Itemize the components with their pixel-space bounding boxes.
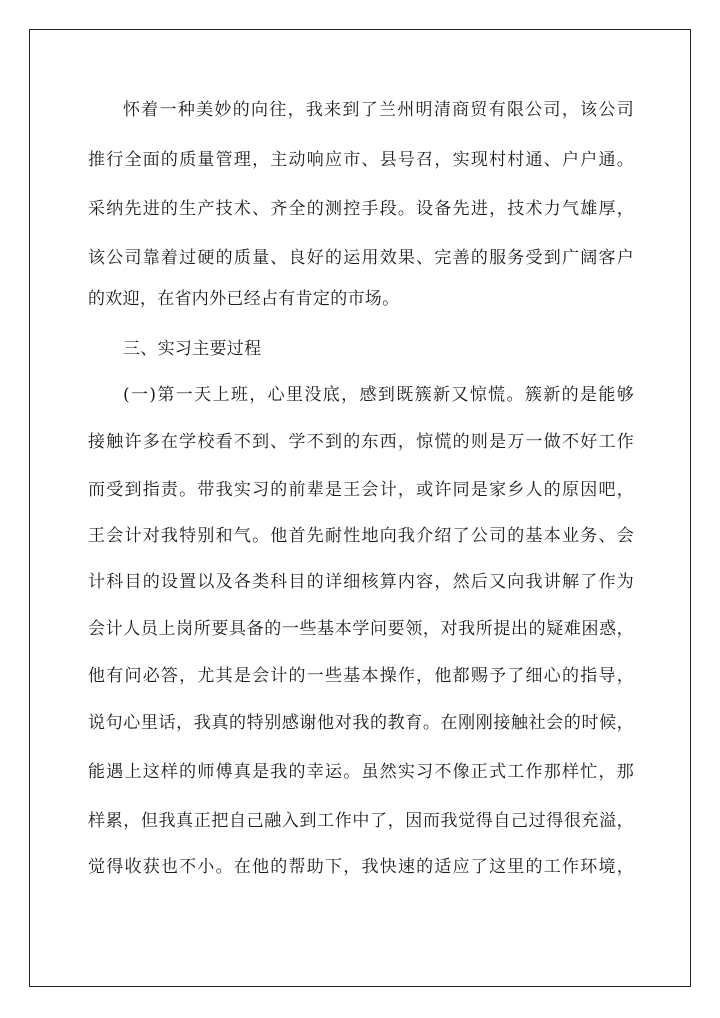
- paragraph-2-line-4: 王会计对我特别和气。他首先耐性地向我介绍了公司的基本业务、会: [88, 526, 634, 546]
- paragraph-1-line-1: 怀着一种美妙的向往，我来到了兰州明清商贸有限公司，该公司: [123, 100, 634, 120]
- paragraph-2-line-1: (一)第一天上班，心里没底，感到既簇新又惊慌。簇新的是能够: [123, 385, 634, 405]
- paragraph-2-line-7: 他有问必答，尤其是会计的一些基本操作，他都赐予了细心的指导，: [88, 666, 634, 686]
- paragraph-2-line-11: 觉得收获也不小。在他的帮助下，我快速的适应了这里的工作环境，: [88, 857, 634, 877]
- paragraph-1-line-5: 的欢迎，在省内外已经占有肯定的市场。: [88, 289, 400, 309]
- paragraph-2-line-5: 计科目的设置以及各类科目的详细核算内容，然后又向我讲解了作为: [88, 572, 634, 592]
- paragraph-1-line-3: 采纳先进的生产技术、齐全的测控手段。设备先进，技术力气雄厚，: [88, 199, 634, 219]
- paragraph-2-line-2: 接触许多在学校看不到、学不到的东西，惊慌的则是万一做不好工作: [88, 432, 634, 452]
- paragraph-2-line-9: 能遇上这样的师傅真是我的幸运。虽然实习不像正式工作那样忙，那: [88, 762, 634, 782]
- paragraph-2-line-8: 说句心里话，我真的特别感谢他对我的教育。在刚刚接触社会的时候，: [88, 713, 634, 733]
- paragraph-1-line-2: 推行全面的质量管理，主动响应市、县号召，实现村村通、户户通。: [88, 150, 634, 170]
- paragraph-2-line-6: 会计人员上岗所要具备的一些基本学问要领，对我所提出的疑难困惑，: [88, 619, 634, 639]
- section-heading: 三、实习主要过程: [123, 339, 262, 359]
- paragraph-2-line-3: 而受到指责。带我实习的前辈是王会计，或许同是家乡人的原因吧，: [88, 480, 634, 500]
- paragraph-2-line-10: 样累，但我真正把自己融入到工作中了，因而我觉得自己过得很充溢，: [88, 811, 634, 831]
- paragraph-1-line-4: 该公司靠着过硬的质量、良好的运用效果、完善的服务受到广阔客户: [88, 248, 634, 268]
